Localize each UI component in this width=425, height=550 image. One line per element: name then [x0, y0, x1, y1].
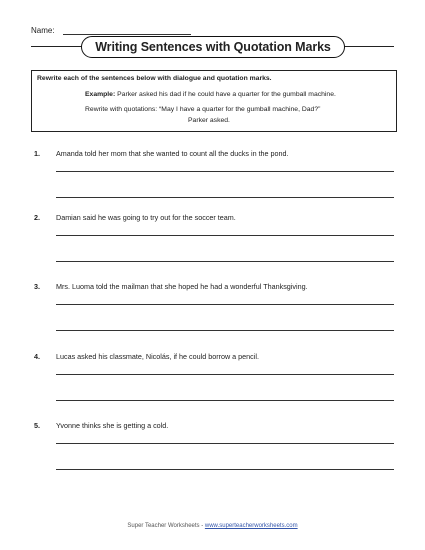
answer-line[interactable]: [56, 171, 394, 172]
question-number: 2.: [34, 213, 40, 222]
answer-line[interactable]: [56, 304, 394, 305]
name-blank-line[interactable]: [63, 26, 191, 35]
example-line: [85, 91, 336, 98]
footer-brand: Super Teacher Worksheets: [127, 523, 200, 529]
instructions-box: [31, 70, 397, 132]
answer-line[interactable]: [56, 443, 394, 444]
name-label: Name:: [31, 26, 55, 35]
footer: [0, 523, 425, 529]
question-number: 1.: [34, 149, 40, 158]
answer-line[interactable]: [56, 330, 394, 331]
question-text: Lucas asked his classmate, Nicolás, if he could borrow a pencil.: [56, 352, 259, 361]
question-number: 4.: [34, 352, 40, 361]
name-field-row: [31, 26, 191, 35]
instructions-directions: Rewrite each of the sentences below with dialogue and quotation marks.: [37, 75, 272, 82]
answer-line[interactable]: [56, 469, 394, 470]
answer-line[interactable]: [56, 400, 394, 401]
footer-url-link[interactable]: www.superteacherworksheets.com: [204, 523, 298, 529]
answer-line[interactable]: [56, 374, 394, 375]
example-rewrite-line: Rewrite with quotations: “May I have a quarter for the gumball machine, Dad?”: [85, 106, 321, 113]
example-text: Parker asked his dad if he could have a quarter for the gumball machine.: [117, 91, 336, 98]
question-text: Mrs. Luoma told the mailman that she hoped he had a wonderful Thanksgiving.: [56, 282, 308, 291]
example-rewrite-continuation: Parker asked.: [188, 117, 230, 124]
question-number: 3.: [34, 282, 40, 291]
answer-line[interactable]: [56, 197, 394, 198]
worksheet-title-text: Writing Sentences with Quotation Marks: [95, 40, 331, 54]
answer-line[interactable]: [56, 261, 394, 262]
question-text: Yvonne thinks she is getting a cold.: [56, 421, 169, 430]
answer-line[interactable]: [56, 235, 394, 236]
question-text: Amanda told her mom that she wanted to count all the ducks in the pond.: [56, 149, 289, 158]
footer-separator: -: [201, 523, 204, 529]
example-label: Example:: [85, 91, 116, 98]
question-text: Damian said he was going to try out for the soccer team.: [56, 213, 236, 222]
worksheet-title: [81, 36, 345, 58]
question-number: 5.: [34, 421, 40, 430]
